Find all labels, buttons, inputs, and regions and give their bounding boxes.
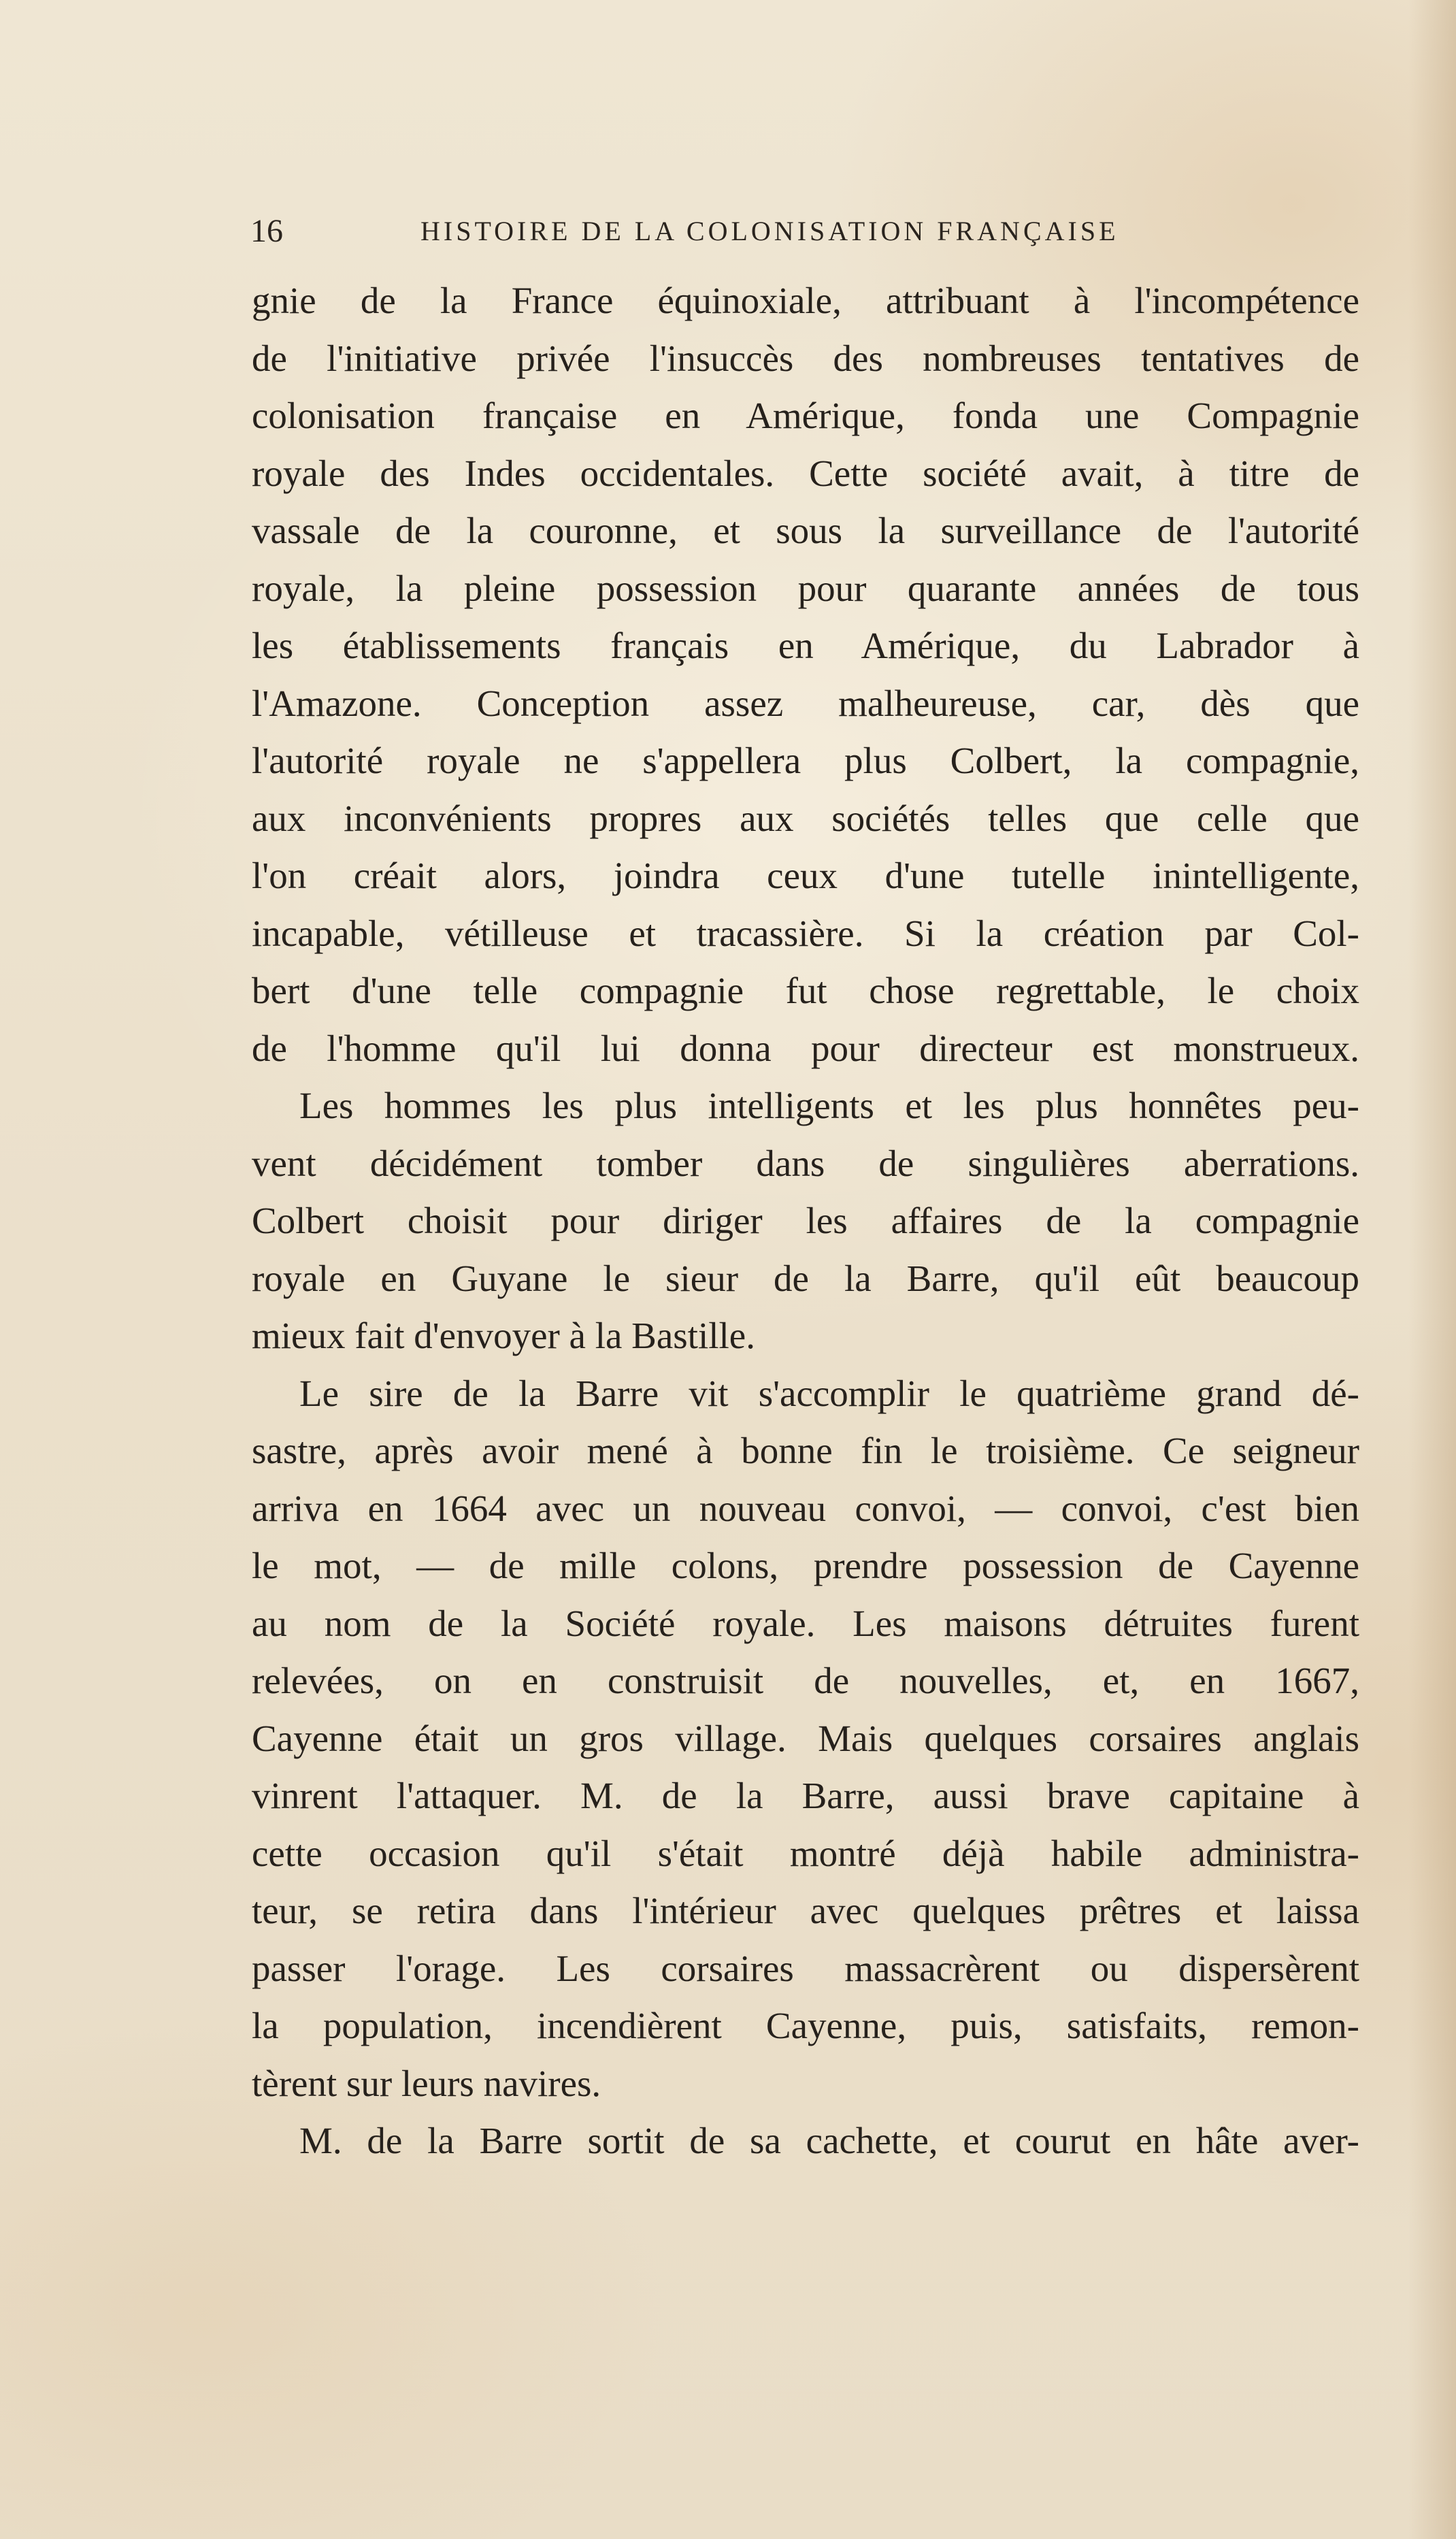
text-line: gnie de la France équinoxiale, attribuant à l'incompétence <box>252 280 1359 321</box>
text-line: passer l'orage. Les corsaires massacrèrent ou dispersèrent <box>252 1947 1359 1989</box>
paragraph-start-line: Le sire de la Barre vit s'accomplir le quatrième grand dé- <box>299 1372 1359 1414</box>
page-number: 16 <box>250 213 283 249</box>
page-edge-shadow <box>1408 0 1456 2539</box>
text-line: relevées, on en construisit de nouvelles, et, en 1667, <box>252 1660 1359 1701</box>
text-line: l'Amazone. Conception assez malheureuse, car, dès que <box>252 682 1359 724</box>
text-line: l'autorité royale ne s'appellera plus Colbert, la compagnie, <box>252 740 1359 781</box>
body-text <box>252 272 1359 2170</box>
text-line: vent décidément tomber dans de singulières aberrations. <box>252 1142 1359 1184</box>
text-line: Colbert choisit pour diriger les affaires de la compagnie <box>252 1200 1359 1241</box>
text-line: incapable, vétilleuse et tracassière. Si la création par Col- <box>252 912 1359 954</box>
text-line: l'on créait alors, joindra ceux d'une tutelle inintelligente, <box>252 855 1359 896</box>
text-line: le mot, — de mille colons, prendre possession de Cayenne <box>252 1545 1359 1586</box>
text-line: colonisation française en Amérique, fonda une Compagnie <box>252 395 1359 436</box>
text-line: de l'initiative privée l'insuccès des nombreuses tentatives de <box>252 337 1359 379</box>
text-line: vassale de la couronne, et sous la surveillance de l'autorité <box>252 510 1359 551</box>
paragraph-start-line: Les hommes les plus intelligents et les plus honnêtes peu- <box>299 1085 1359 1126</box>
text-line: de l'homme qu'il lui donna pour directeur est monstrueux. <box>252 1027 1359 1069</box>
text-line: Cayenne était un gros village. Mais quelques corsaires anglais <box>252 1717 1359 1759</box>
text-line: au nom de la Société royale. Les maisons détruites furent <box>252 1602 1359 1644</box>
text-line: arriva en 1664 avec un nouveau convoi, — convoi, c'est bien <box>252 1487 1359 1529</box>
text-line: royale des Indes occidentales. Cette société avait, à titre de <box>252 452 1359 494</box>
running-title: HISTOIRE DE LA COLONISATION FRANÇAISE <box>420 216 1119 246</box>
text-line: la population, incendièrent Cayenne, puis, satisfaits, remon- <box>252 2005 1359 2046</box>
paragraph-end-line: mieux fait d'envoyer à la Bastille. <box>252 1315 755 1356</box>
text-line: royale, la pleine possession pour quarante années de tous <box>252 567 1359 609</box>
text-line: aux inconvénients propres aux sociétés telles que celle que <box>252 797 1359 839</box>
running-header <box>250 204 1366 259</box>
text-line: les établissements français en Amérique, du Labrador à <box>252 625 1359 666</box>
text-line: royale en Guyane le sieur de la Barre, qu'il eût beaucoup <box>252 1257 1359 1299</box>
text-line: teur, se retira dans l'intérieur avec quelques prêtres et laissa <box>252 1890 1359 1931</box>
text-line: cette occasion qu'il s'était montré déjà habile administra- <box>252 1832 1359 1874</box>
text-line: bert d'une telle compagnie fut chose regrettable, le choix <box>252 970 1359 1011</box>
paragraph-end-line: tèrent sur leurs navires. <box>252 2062 601 2104</box>
text-line: sastre, après avoir mené à bonne fin le troisième. Ce seigneur <box>252 1430 1359 1471</box>
paragraph-start-line: M. de la Barre sortit de sa cachette, et courut en hâte aver- <box>299 2120 1359 2161</box>
text-line: vinrent l'attaquer. M. de la Barre, aussi brave capitaine à <box>252 1775 1359 1816</box>
